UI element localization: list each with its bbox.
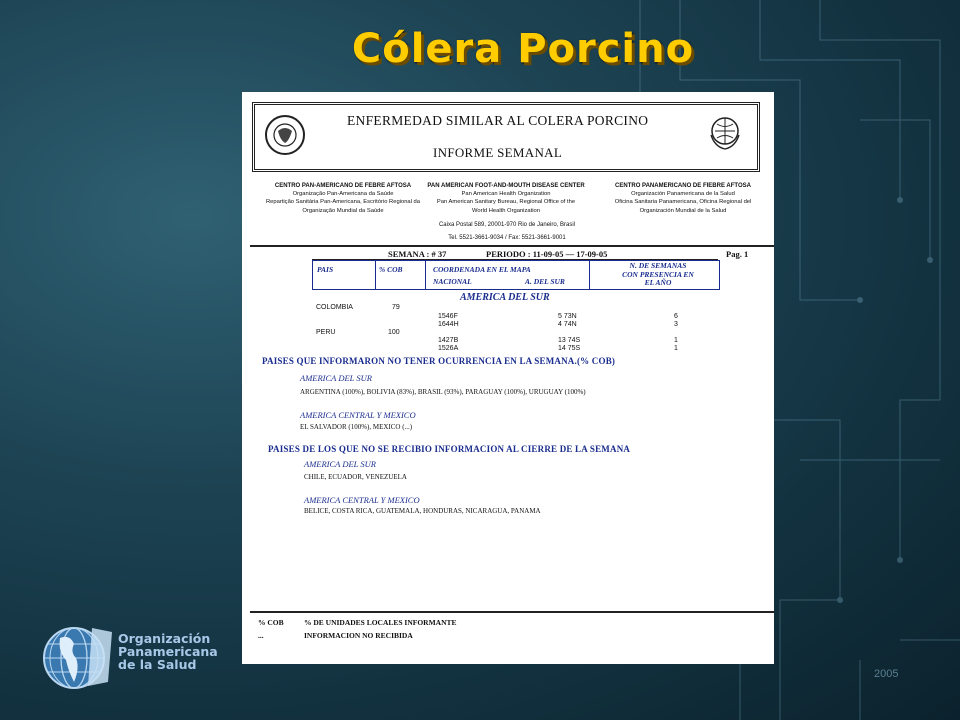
country-list: CHILE, ECUADOR, VENEZUELA — [304, 473, 407, 481]
col-coord-sur: A. DEL SUR — [525, 277, 565, 286]
coord-sur: 13 74S — [558, 337, 581, 344]
table-divider — [375, 261, 376, 289]
region-heading: AMERICA DEL SUR — [460, 292, 550, 303]
region-label: AMERICA DEL SUR — [300, 373, 372, 383]
country-name: PERU — [316, 329, 336, 336]
divider — [250, 611, 774, 613]
col-weeks — [599, 262, 717, 288]
paho-globe-logo-icon — [40, 620, 114, 694]
center-english — [418, 182, 594, 215]
coord-nacional: 1546F — [438, 313, 458, 320]
center-name: CENTRO PANAMERICANO DE FIEBRE AFTOSA — [615, 183, 751, 189]
country-list: EL SALVADOR (100%), MEXICO (...) — [300, 423, 413, 431]
col-coord: COORDENADA EN EL MAPA — [433, 265, 531, 274]
table-divider — [589, 261, 590, 289]
periodo-label: PERIODO : 11-09-05 — 17-09-05 — [486, 249, 608, 259]
center-name: CENTRO PAN-AMERICANO DE FEBRE AFTOSA — [274, 183, 412, 189]
year-label: 2005 — [874, 668, 899, 680]
col-weeks-line: CON PRESENCIA EN — [622, 269, 694, 279]
divider — [250, 245, 774, 247]
region-label: AMERICA CENTRAL Y MEXICO — [304, 495, 420, 505]
coord-nacional: 1427B — [438, 337, 459, 344]
country-list: ARGENTINA (100%), BOLIVIA (83%), BRASIL (93%), PARAGUAY (100%), URUGUAY (100%) — [300, 388, 586, 396]
coord-nacional: 1644H — [438, 321, 459, 328]
center-line: Pan American Sanitary Bureau, Regional Office of the — [436, 199, 576, 206]
col-weeks-line: N. DE SEMANAS — [629, 261, 687, 270]
postal-address: Caixa Postal 589, 20001-970 Rio de Janeiro, Brasil — [438, 222, 576, 228]
report-heading: ENFERMEDAD SIMILAR AL COLERA PORCINO — [347, 113, 649, 128]
legend-key: ... — [258, 631, 264, 640]
col-pais: PAIS — [317, 265, 334, 274]
coord-sur: 14 75S — [558, 345, 581, 352]
semana-label: SEMANA : # 37 — [388, 249, 447, 259]
center-line: Repartição Sanitária Pan-Americana, Escritório Regional da — [265, 199, 421, 206]
org-name-line: Organización — [118, 631, 211, 646]
center-line: Organización Mundial de la Salud — [639, 207, 727, 214]
legend-desc: % DE UNIDADES LOCALES INFORMANTE — [304, 618, 457, 627]
center-line: Oficina Sanitaria Panamericana, Oficina Regional del — [614, 199, 752, 206]
report-document — [242, 92, 774, 664]
col-cob: % COB — [379, 265, 403, 274]
data-table-header — [312, 260, 720, 290]
page-number: Pag. 1 — [726, 249, 749, 259]
center-spanish — [592, 182, 774, 215]
coord-sur: 5 73N — [558, 313, 577, 320]
weeks-count: 1 — [674, 345, 678, 352]
country-cob: 79 — [392, 304, 400, 311]
region-label: AMERICA CENTRAL Y MEXICO — [300, 410, 416, 420]
col-coord-nacional: NACIONAL — [433, 277, 472, 286]
report-subheading: INFORME SEMANAL — [433, 145, 563, 160]
country-cob: 100 — [388, 329, 400, 336]
org-name — [118, 632, 218, 671]
country-name: COLOMBIA — [316, 304, 353, 311]
center-line: World Health Organization — [472, 207, 540, 214]
no-info-heading: PAISES DE LOS QUE NO SE RECIBIO INFORMACION AL CIERRE DE LA SEMANA — [268, 444, 631, 454]
panaftosa-seal-icon — [263, 113, 307, 157]
weeks-count: 3 — [674, 321, 678, 328]
col-weeks-line: EL AÑO — [644, 278, 672, 287]
country-list: BELICE, COSTA RICA, GUATEMALA, HONDURAS, NICARAGUA, PANAMA — [304, 507, 541, 515]
weeks-count: 6 — [674, 313, 678, 320]
center-line: Organização Mundial da Saúde — [302, 207, 384, 214]
center-line: Pan American Health Organization — [461, 191, 551, 198]
weeks-count: 1 — [674, 337, 678, 344]
no-occurrence-heading: PAISES QUE INFORMARON NO TENER OCURRENCIA EN LA SEMANA.(% COB) — [262, 356, 616, 366]
coord-sur: 4 74N — [558, 321, 577, 328]
phone-fax: Tel. 5521-3661-9034 / Fax: 5521-3661-9001 — [448, 235, 566, 241]
slide-title: Cólera Porcino — [351, 26, 695, 72]
legend-desc: INFORMACION NO RECIBIDA — [304, 631, 413, 640]
region-label: AMERICA DEL SUR — [304, 459, 376, 469]
org-name-line: de la Salud — [118, 657, 197, 672]
center-portuguese — [248, 182, 438, 215]
report-header-box — [252, 102, 760, 172]
legend-key: % COB — [258, 618, 284, 627]
center-name: PAN AMERICAN FOOT-AND-MOUTH DISEASE CENTER — [427, 183, 585, 189]
center-line: Organización Panamericana de la Salud — [631, 191, 735, 198]
who-emblem-icon — [707, 113, 743, 153]
org-name-line: Panamericana — [118, 644, 218, 659]
table-divider — [425, 261, 426, 289]
coord-nacional: 1526A — [438, 345, 459, 352]
center-line: Organização Pan-Americana da Saúde — [292, 191, 394, 198]
